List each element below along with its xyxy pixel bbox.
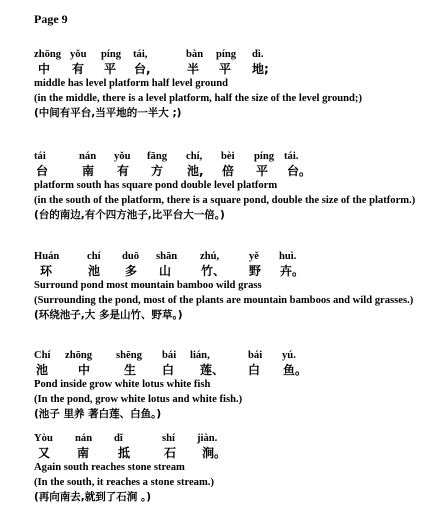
hanzi-character: 山	[159, 263, 172, 278]
pinyin-row	[34, 432, 419, 447]
pinyin-syllable: zhú,	[200, 251, 220, 262]
pinyin-row	[34, 150, 419, 165]
pinyin-syllable: zhōng	[65, 350, 93, 361]
hanzi-character: 台,	[134, 61, 151, 76]
literal-gloss: middle has level platform half level ground	[34, 78, 229, 90]
stanza	[34, 150, 419, 223]
pinyin-syllable: bái	[162, 350, 177, 361]
literal-gloss: Pond inside grow white lotus white fish	[34, 379, 211, 391]
hanzi-character: 抵	[118, 445, 131, 460]
hanzi-character: 池,	[187, 163, 204, 178]
pinyin-syllable: tái,	[133, 49, 148, 60]
hanzi-character: 白	[248, 362, 261, 377]
pinyin-syllable: chí	[87, 251, 101, 262]
pinyin-syllable: nán	[75, 433, 93, 444]
pinyin-syllable: shí	[162, 433, 175, 444]
hanzi-character: 平	[104, 61, 117, 76]
hanzi-character: 方	[151, 163, 164, 178]
pinyin-syllable: chí,	[186, 151, 203, 162]
pinyin-syllable: bái	[248, 350, 263, 361]
hanzi-row	[34, 63, 419, 78]
hanzi-character: 池	[88, 263, 101, 278]
hanzi-character: 生	[124, 362, 137, 377]
hanzi-character: 中	[38, 61, 51, 76]
hanzi-character: 南	[82, 163, 95, 178]
literal-gloss: platform south has square pond double level platform	[34, 180, 278, 192]
hanzi-character: 竹、	[201, 263, 226, 278]
hanzi-character: 台。	[287, 163, 312, 178]
chinese-paraphrase: (中间有平台,当平地的一半大 ;)	[34, 107, 182, 120]
pinyin-syllable: duō	[122, 251, 140, 262]
stanza	[34, 349, 419, 422]
pinyin-syllable: jiàn.	[197, 433, 218, 444]
pinyin-syllable: fāng	[147, 151, 168, 162]
pinyin-row	[34, 250, 419, 265]
hanzi-character: 卉。	[280, 263, 305, 278]
hanzi-character: 多	[125, 263, 138, 278]
pinyin-syllable: zhōng	[34, 49, 62, 60]
stanza	[34, 250, 419, 323]
pinyin-syllable: píng	[254, 151, 275, 162]
hanzi-character: 半	[187, 61, 200, 76]
hanzi-character: 环	[40, 263, 53, 278]
pinyin-syllable: tái	[34, 151, 46, 162]
hanzi-character: 有	[117, 163, 130, 178]
hanzi-character: 白	[162, 362, 175, 377]
literal-gloss: Again south reaches stone stream	[34, 462, 185, 474]
hanzi-row	[34, 165, 419, 180]
pinyin-syllable: bèi	[221, 151, 235, 162]
hanzi-row	[34, 364, 419, 379]
hanzi-character: 倍	[222, 163, 235, 178]
stanza	[34, 432, 419, 505]
hanzi-character: 野	[249, 263, 262, 278]
hanzi-character: 有	[72, 61, 85, 76]
hanzi-character: 鱼。	[283, 362, 308, 377]
pinyin-syllable: dǐ	[114, 433, 123, 444]
hanzi-character: 又	[38, 445, 51, 460]
pinyin-syllable: yǒu	[70, 49, 87, 60]
page-number-label: Page 9	[34, 12, 68, 26]
pinyin-syllable: yě	[249, 251, 259, 262]
hanzi-character: 平	[256, 163, 269, 178]
hanzi-character: 南	[77, 445, 90, 460]
english-translation: (In the south, it reaches a stone stream.)	[34, 476, 214, 488]
english-translation: (in the middle, there is a level platform, half the size of the level ground;)	[34, 92, 362, 104]
pinyin-row	[34, 349, 419, 364]
pinyin-syllable: Yòu	[34, 433, 53, 444]
pinyin-syllable: dì.	[252, 49, 264, 60]
english-translation: (In the pond, grow white lotus and white fish.)	[34, 393, 243, 405]
pinyin-syllable: huì.	[279, 251, 297, 262]
hanzi-character: 莲、	[200, 362, 225, 377]
pinyin-syllable: tái.	[284, 151, 299, 162]
chinese-paraphrase: (再向南去,就到了石涧 。)	[34, 491, 151, 504]
pinyin-syllable: yǒu	[114, 151, 131, 162]
hanzi-character: 平	[219, 61, 232, 76]
hanzi-character: 地;	[252, 61, 269, 76]
pinyin-syllable: yú.	[282, 350, 296, 361]
pinyin-syllable: shān	[156, 251, 178, 262]
pinyin-syllable: lián,	[190, 350, 210, 361]
hanzi-character: 台	[36, 163, 49, 178]
pinyin-syllable: bàn	[186, 49, 204, 60]
literal-gloss: Surround pond most mountain bamboo wild grass	[34, 280, 262, 292]
hanzi-row	[34, 447, 419, 462]
english-translation: (Surrounding the pond, most of the plants are mountain bamboos and wild grasses.)	[34, 294, 414, 306]
hanzi-character: 涧。	[202, 445, 227, 460]
pinyin-row	[34, 48, 419, 63]
chinese-paraphrase: (池子 里养 著白莲、白鱼。)	[34, 408, 162, 421]
hanzi-row	[34, 265, 419, 280]
english-translation: (in the south of the platform, there is a square pond, double the size of the platform.)	[34, 194, 416, 206]
pinyin-syllable: Huán	[34, 251, 60, 262]
stanza	[34, 48, 419, 121]
pinyin-syllable: píng	[101, 49, 122, 60]
hanzi-character: 石	[164, 445, 177, 460]
hanzi-character: 中	[78, 362, 91, 377]
chinese-paraphrase: (环绕池子,大 多是山竹、野草。)	[34, 309, 183, 322]
hanzi-character: 池	[36, 362, 49, 377]
pinyin-syllable: nán	[79, 151, 97, 162]
chinese-paraphrase: (台的南边,有个四方池子,比平台大一倍。)	[34, 209, 225, 222]
pinyin-syllable: Chí	[34, 350, 51, 361]
pinyin-syllable: shēng	[116, 350, 142, 361]
pinyin-syllable: píng	[216, 49, 237, 60]
